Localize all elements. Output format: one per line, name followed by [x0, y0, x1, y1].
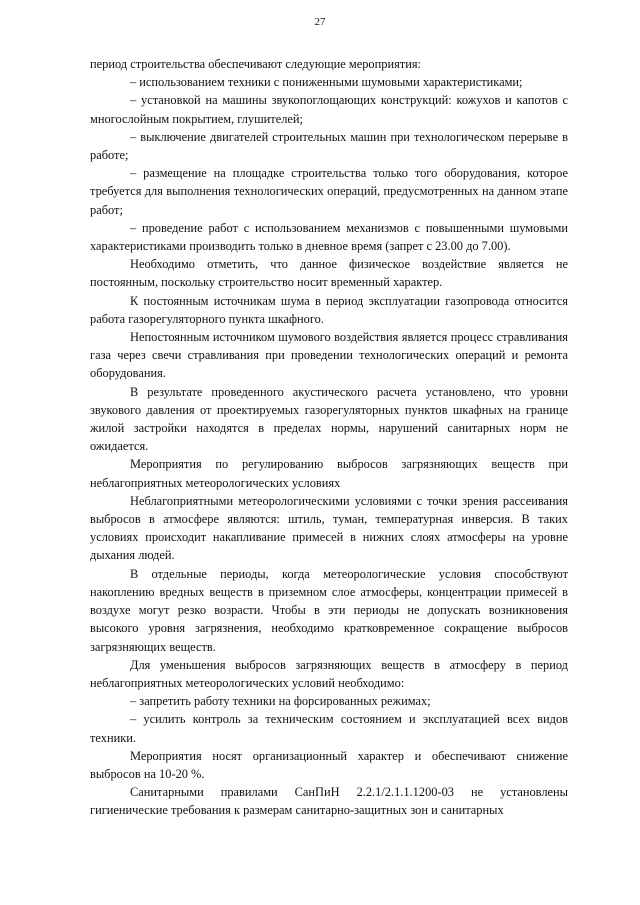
paragraph: период строительства обеспечивают следующие мероприятия: — [90, 57, 421, 71]
paragraph: В результате проведенного акустического расчета установлено, что уровни звукового давления от проектируемых газорегуляторных пунктов шкафных на границе жилой застройки находятся в пределах нормы, нарушений санитарных норм не ожидается. — [90, 384, 568, 454]
paragraph: – размещение на площадке строительства только того оборудования, которое требуется для выполнения технологических операций, предусмотренных на данном этапе работ; — [90, 166, 568, 217]
paragraph: Для уменьшения выбросов загрязняющих веществ в атмосферу в период неблагоприятных метеорологических условий необходимо: — [90, 657, 568, 690]
paragraph: Неблагоприятными метеорологическими условиями с точки зрения рассеивания выбросов в атмосфере являются: штиль, туман, температурная инверсия. В таких условиях происходит накапливание примесей в нижних слоях атмосферы на уровне дыхания людей. — [90, 493, 568, 563]
paragraph: – выключение двигателей строительных машин при технологическом перерыве в работе; — [90, 129, 568, 163]
page-number: 27 — [314, 16, 326, 28]
paragraph: К постоянным источникам шума в период эксплуатации газопровода относится работа газорегуляторного пункта шкафного. — [90, 293, 568, 326]
paragraph: Мероприятия носят организационный характер и обеспечивают снижение выбросов на 10-20 %. — [90, 748, 568, 781]
paragraph: Санитарными правилами СанПиН 2.2.1/2.1.1.1200-03 не установлены гигиенические требования к размерам санитарно-защитных зон и санитарных — [90, 785, 568, 818]
paragraph: Необходимо отметить, что данное физическое воздействие является не постоянным, поскольку строительство носит временный характер. — [90, 257, 568, 290]
paragraph: – использованием техники с пониженными шумовыми характеристиками; — [130, 75, 523, 90]
paragraph: – проведение работ с использованием механизмов с повышенными шумовыми характеристиками производить только в дневное время (запрет с 23.00 до 7.00). — [90, 220, 568, 254]
paragraph: В отдельные периоды, когда метеорологические условия способствуют накоплению вредных веществ в приземном слое атмосферы, концентрации примесей в воздухе могут резко возрасти. Чтобы в эти периоды не допускать возникновения высокого уровня загрязнения, необходимо кратковременное сокращение выбросов загрязняющих веществ. — [90, 566, 568, 654]
paragraph: – установкой на машины звукопоглощающих конструкций: кожухов и капотов с многослойным покрытием, глушителей; — [90, 93, 568, 126]
paragraph: Мероприятия по регулированию выбросов загрязняющих веществ при неблагоприятных метеорологических условиях — [90, 457, 568, 490]
paragraph: – усилить контроль за техническим состоянием и эксплуатацией всех видов техники. — [90, 712, 568, 745]
body-text — [90, 55, 568, 820]
paragraph: – запретить работу техники на форсированных режимах; — [130, 694, 431, 709]
paragraph: Непостоянным источником шумового воздействия является процесс стравливания газа через свечи стравливания при проведении технологических операций и ремонта оборудования. — [90, 330, 568, 381]
